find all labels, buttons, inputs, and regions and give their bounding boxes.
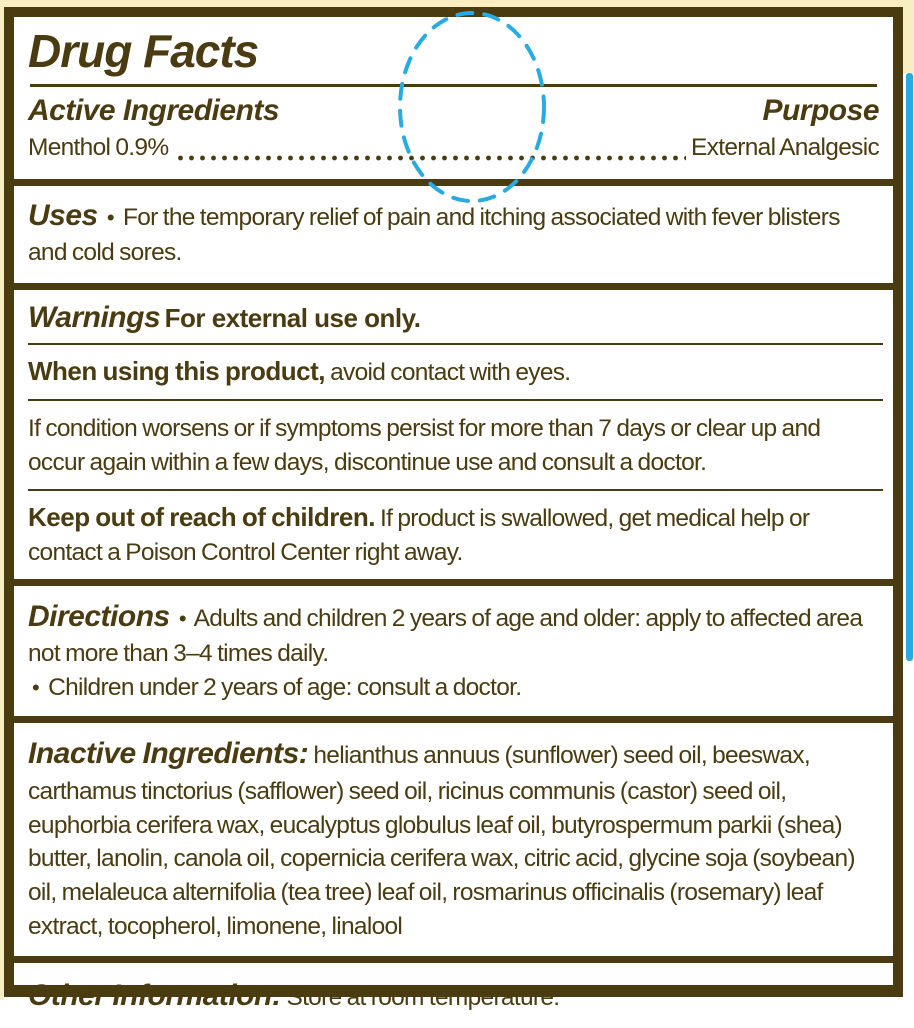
active-ingredient-value: Menthol 0.9% [28, 134, 169, 162]
dotted-leader [173, 131, 686, 165]
inactive-ingredients-label: Inactive Ingredients: [28, 737, 309, 771]
directions-text-1: Adults and children 2 years of age and older: apply to affected area not more than 3–4 times daily. [28, 604, 863, 667]
other-information-section [14, 963, 893, 1028]
warning-item [14, 345, 893, 399]
page-title: Drug Facts [28, 25, 259, 77]
section-divider [14, 283, 893, 290]
warning-text: avoid contact with eyes. [330, 359, 571, 387]
directions-label: Directions [28, 599, 170, 633]
active-ingredient-row [28, 131, 879, 171]
right-edge-highlight-strip [906, 73, 913, 661]
warning-text: If product is swallowed, get medical help or contact a Poison Control Center right away. [28, 504, 810, 566]
title-divider [30, 84, 877, 87]
bullet-icon: • [32, 674, 40, 700]
uses-text: For the temporary relief of pain and itching associated with fever blisters and cold sores. [28, 204, 840, 267]
directions-section [14, 586, 893, 717]
ingredient-purpose-header-row [28, 94, 879, 128]
other-information-text: Store at room temperature. [286, 983, 560, 1011]
warnings-label: Warnings [28, 301, 161, 335]
page-edge-right [903, 0, 914, 73]
warnings-lead-text: For external use only. [164, 303, 421, 334]
uses-label: Uses [28, 199, 98, 233]
warning-item [14, 491, 893, 579]
section-divider [14, 579, 893, 586]
warning-bold-lead: When using this product, [28, 356, 325, 387]
directions-text-2: Children under 2 years of age: consult a doctor. [48, 673, 522, 701]
uses-section [14, 186, 893, 283]
bullet-icon: • [178, 605, 186, 631]
purpose-label: Purpose [762, 94, 879, 128]
inactive-ingredients-text: helianthus annuus (sunflower) seed oil, beeswax, carthamus tinctorius (safflower) seed oil, ricinus communis (castor) seed oil, euphorbia cerifera wax, eucalyptus globulus leaf oil, butyrospermum parkii (shea) butter, lanolin, canola oil, copernicia cerifera wax, citric acid, glycine soja (soybean) oil, melaleuca alternifolia (tea tree) leaf oil, rosmarinus officinalis (rosemary) leaf extract, tocopherol, limonene, linalool [28, 742, 855, 941]
drug-facts-label [4, 7, 903, 1012]
warning-text: If condition worsens or if symptoms persist for more than 7 days or clear up and occur again within a few days, discontinue use and consult a doctor. [28, 415, 821, 477]
header-section [14, 17, 893, 179]
directions-line-1 [28, 596, 879, 671]
active-ingredients-label: Active Ingredients [28, 94, 280, 128]
warning-item [14, 401, 893, 489]
warnings-header [14, 290, 893, 343]
section-divider [14, 956, 893, 963]
section-divider [14, 716, 893, 723]
section-divider [14, 179, 893, 186]
purpose-value: External Analgesic [691, 134, 879, 162]
inactive-ingredients-section [14, 723, 893, 955]
directions-line-2 [28, 671, 879, 705]
bullet-icon: • [106, 205, 114, 231]
other-information-label: Other Information: [28, 978, 282, 1012]
warning-bold-lead: Keep out of reach of children. [28, 501, 375, 532]
